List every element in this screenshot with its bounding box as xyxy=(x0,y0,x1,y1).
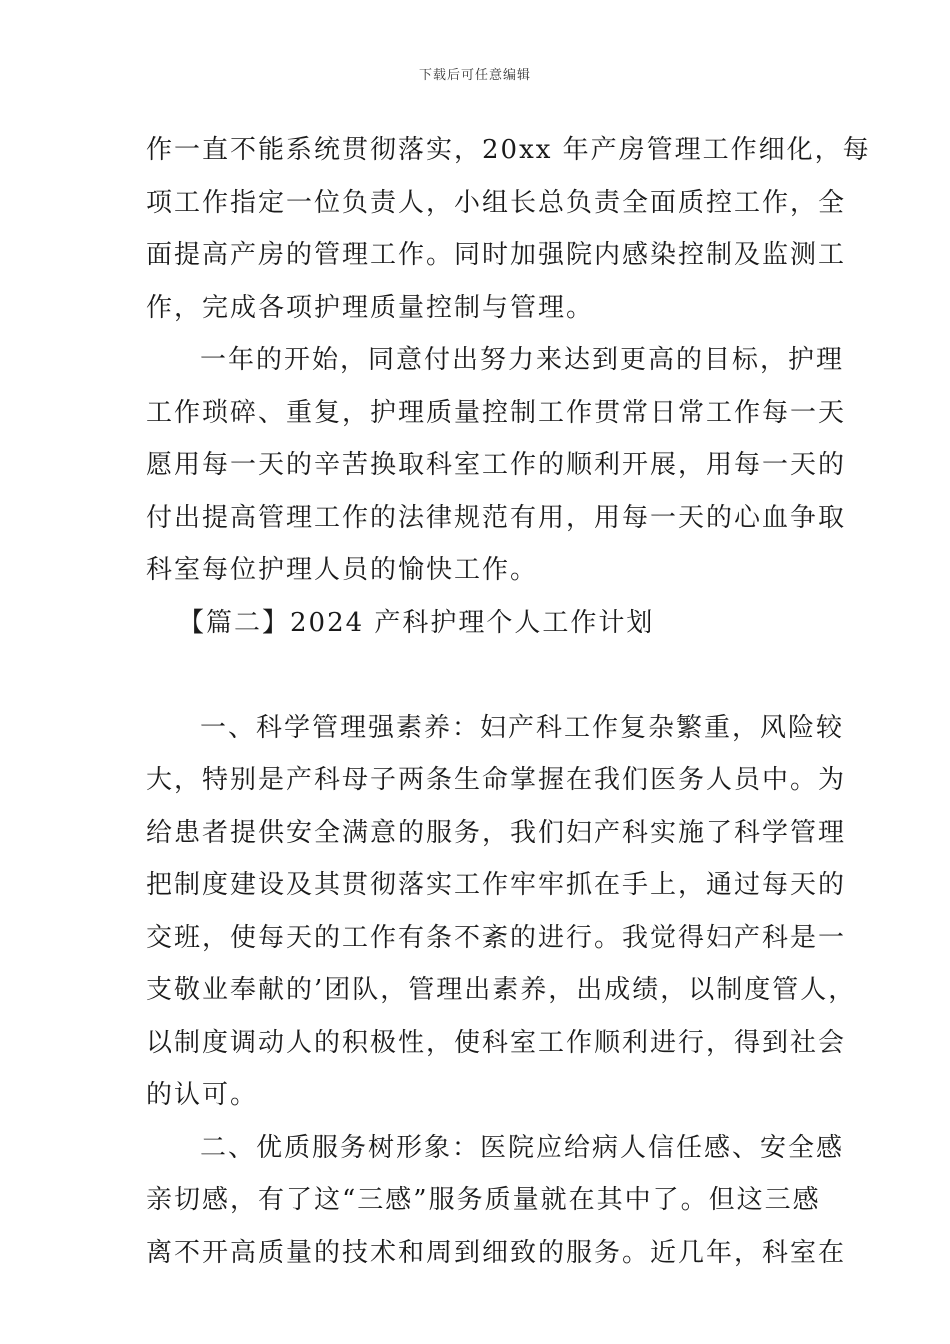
paragraph-3 xyxy=(146,702,857,1122)
text-line: 把制度建设及其贯彻落实工作牢牢抓在手上，通过每天的 xyxy=(146,870,847,900)
paragraph-4 xyxy=(146,1122,847,1280)
text-line: 二、优质服务树形象：医院应给病人信任感、安全感 xyxy=(200,1132,845,1163)
text-line: 给患者提供安全满意的服务，我们妇产科实施了科学管理 xyxy=(146,817,847,848)
text-line: 离不开高质量的技术和周到细致的服务。近几年，科室在 xyxy=(146,1237,847,1268)
text-line: 的认可。 xyxy=(146,1080,259,1110)
section-title: 【篇二】2024 产科护理个人工作计划 xyxy=(178,607,655,638)
text-line: 交班，使每天的工作有条不紊的进行。我觉得妇产科是一 xyxy=(146,922,847,953)
document-body xyxy=(146,124,871,1279)
text-line: 大，特别是产科母子两条生命掌握在我们医务人员中。为 xyxy=(146,765,847,795)
text-line: 面提高产房的管理工作。同时加强院内感染控制及监测工 xyxy=(146,240,847,270)
paragraph-2 xyxy=(146,334,847,597)
text-line: 一年的开始，同意付出努力来达到更高的目标，护理 xyxy=(200,345,845,375)
text-line: 亲切感，有了这“三感”服务质量就在其中了。但这三感 xyxy=(146,1185,821,1215)
text-line: 一、科学管理强素养：妇产科工作复杂繁重，风险较 xyxy=(200,712,845,743)
blank-line xyxy=(146,649,814,702)
page-header: 下载后可任意编辑 xyxy=(418,68,531,83)
paragraph-1 xyxy=(146,124,871,334)
text-line: 以制度调动人的积极性，使科室工作顺利进行，得到社会 xyxy=(146,1027,847,1058)
text-line: 支敬业奉献的’团队，管理出素养，出成绩，以制度管人， xyxy=(146,975,857,1005)
text-line: 作一直不能系统贯彻落实，20xx 年产房管理工作细化，每 xyxy=(146,135,871,165)
text-line: 项工作指定一位负责人，小组长总负责全面质控工作，全 xyxy=(146,187,847,218)
text-line: 付出提高管理工作的法律规范有用，用每一天的心血争取 xyxy=(146,502,847,533)
text-line: 作，完成各项护理质量控制与管理。 xyxy=(146,292,595,323)
text-line: 愿用每一天的辛苦换取科室工作的顺利开展，用每一天的 xyxy=(146,450,847,480)
text-line: 科室每位护理人员的愉快工作。 xyxy=(146,555,539,585)
text-line: 工作琐碎、重复，护理质量控制工作贯常日常工作每一天 xyxy=(146,397,847,428)
